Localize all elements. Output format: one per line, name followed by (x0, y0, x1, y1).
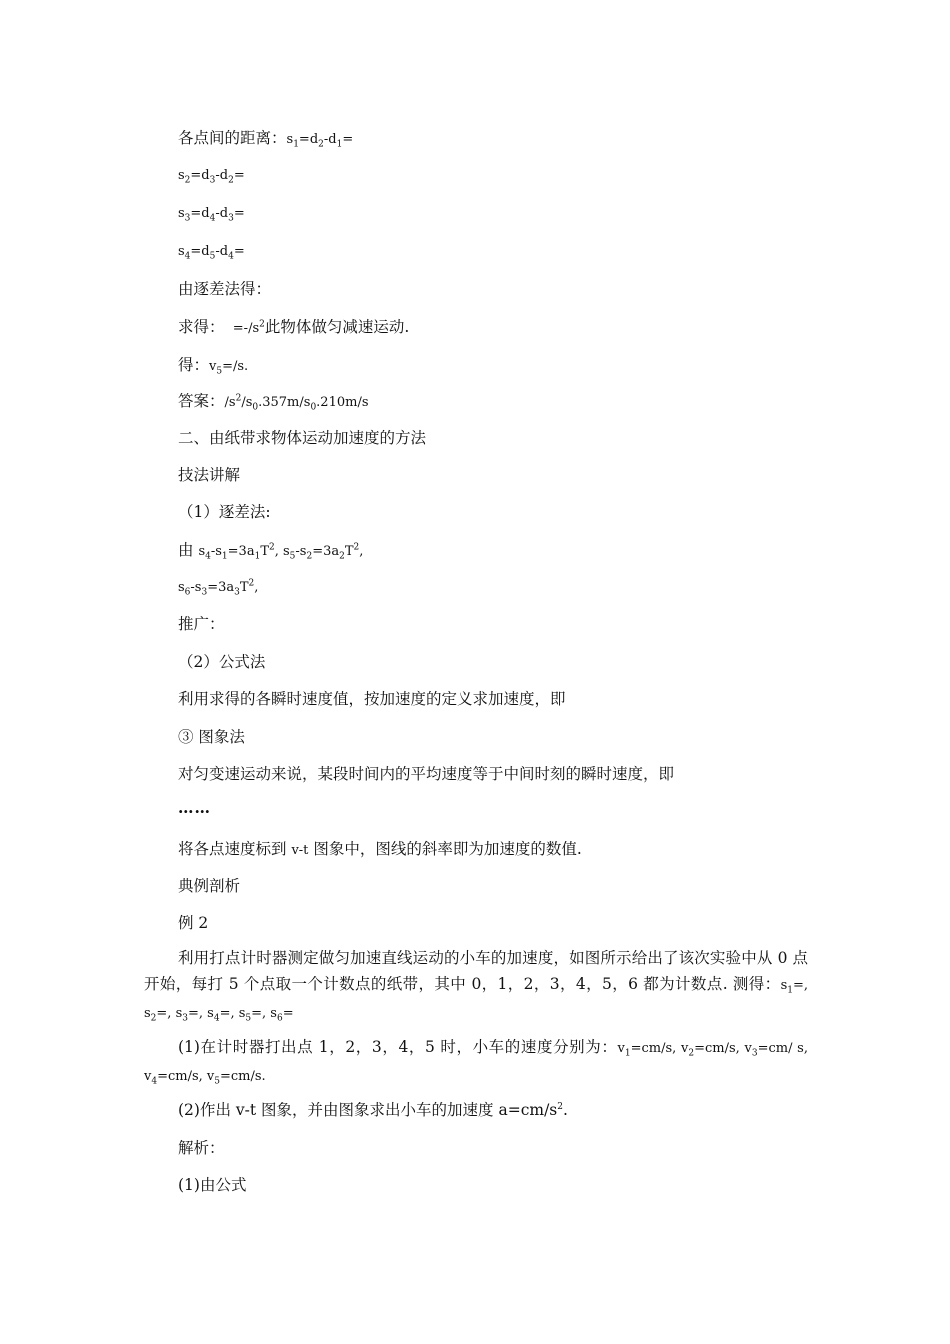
difference-formula-2: $s_6-s_3=3a_3T^2$, (178, 578, 259, 598)
method-3-text: 对匀变速运动来说，某段时间内的平均速度等于中间时刻的瞬时速度，即 (178, 765, 675, 783)
result-line: 求得： $=-/s^2$此物体做匀减速运动. (178, 318, 410, 336)
section-heading: 二、由纸带求物体运动加速度的方法 (178, 429, 427, 447)
answer-line: 答案：$/s^2/s_0.357m/s_0.210m/s$ (178, 392, 369, 413)
ellipsis: …… (178, 798, 211, 817)
difference-formula-1: 由 $s_4-s_1=3a_1T^2$, $s_5-s_2=3a_2T^2$, (178, 541, 364, 562)
distance-line: 各点间的距离：$s_1=d_2-d_1=$ (178, 129, 354, 150)
question-1-paragraph: (1)在计时器打出点 1，2，3，4，5 时，小车的速度分别为：$v_1=cm/s$, $v_2=cm/s$, $v_3=cm/$ s, $v_4=cm/s$, $v_5=cm/s$. (144, 1038, 808, 1087)
method-3-heading: ③ 图象法 (178, 728, 245, 746)
vt-graph-line: 将各点速度标到 v-t 图象中，图线的斜率即为加速度的数值. (178, 840, 582, 858)
method-2-heading: （2）公式法 (178, 653, 266, 671)
s2-formula: $s_2=d_3-d_2=$ (178, 168, 245, 186)
difference-method-line: 由逐差法得： (178, 280, 272, 298)
question-2-paragraph: (2)作出 v-t 图象，并由图象求出小车的加速度 $a=cm/s^2$. (178, 1101, 568, 1119)
example-number: 例 2 (178, 914, 209, 932)
method-1-heading: （1）逐差法: (178, 503, 271, 521)
generalize-line: 推广： (178, 615, 225, 633)
solution-step-1: (1)由公式 (178, 1176, 247, 1194)
example-problem-paragraph: 利用打点计时器测定做匀加速直线运动的小车的加速度，如图所示给出了该次实验中从 0 点开始，每打 5 个点取一个计数点的纸带，其中 0，1，2，3，4，5，6 都为计数点. 测得：$s_1=$, $s_2=$, $s_3=$, $s_4=$, $s_5=$, $s_6=$ (144, 949, 808, 1024)
s4-formula: $s_4=d_5-d_4=$ (178, 244, 245, 262)
solution-heading: 解析： (178, 1139, 225, 1157)
example-heading: 典例剖析 (178, 877, 241, 895)
v5-line: 得：$v_5=/s$. (178, 356, 249, 377)
method-2-text: 利用求得的各瞬时速度值，按加速度的定义求加速度，即 (178, 690, 566, 708)
s3-formula: $s_3=d_4-d_3=$ (178, 206, 245, 224)
subsection-heading: 技法讲解 (178, 466, 241, 484)
